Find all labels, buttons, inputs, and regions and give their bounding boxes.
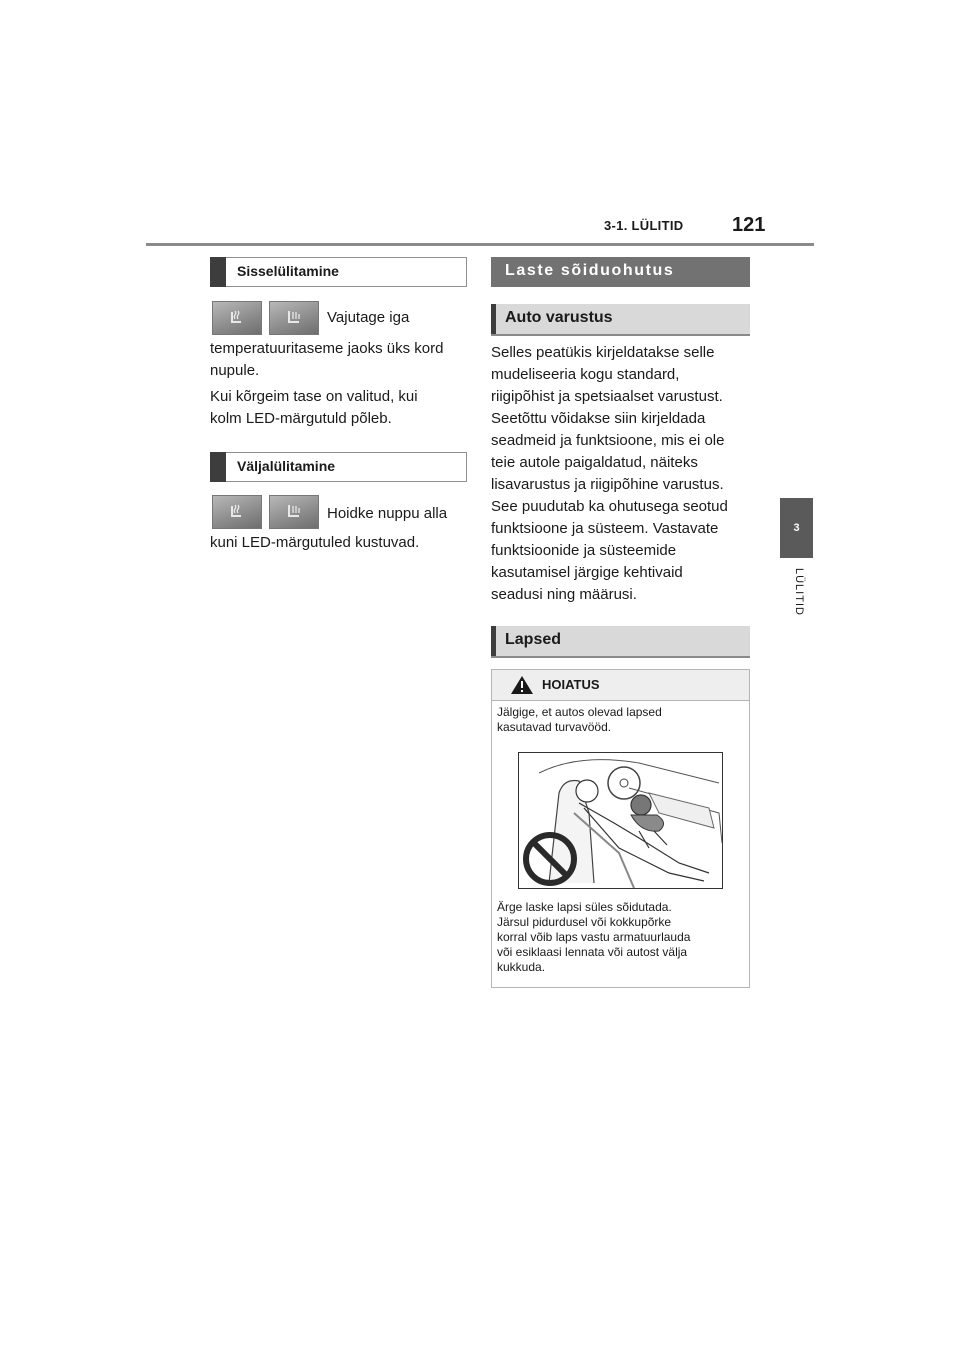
chapter-label: LÜLITID (793, 568, 805, 616)
seat-heat-button-icon (212, 495, 262, 529)
warning-intro-line: Jälgige, et autos olevad lapsed (497, 705, 662, 719)
on-instruction-inline: Vajutage iga (327, 309, 410, 326)
warning-header (492, 670, 749, 701)
child-on-lap-drawing (519, 753, 722, 888)
section-marker (491, 626, 496, 656)
child-on-lap-illustration (518, 752, 723, 889)
seat-heating-icon (226, 501, 248, 523)
body-line: Seetõttu võidakse siin kirjeldada (491, 410, 706, 427)
seat-ventilation-button-icon (269, 301, 319, 335)
section-body (491, 342, 756, 606)
warning-body-line: Ärge laske lapsi süles sõidutada. (497, 900, 672, 914)
body-line: See puudutab ka ohutusega seotud (491, 498, 728, 515)
section-label: 3-1. LÜLITID (604, 218, 684, 233)
section-heading-text: Auto varustus (505, 309, 613, 326)
body-line: Selles peatükis kirjeldatakse selle (491, 344, 715, 361)
subheading-marker (210, 452, 226, 482)
section-heading-auto-varustus (491, 304, 750, 336)
seat-ventilation-icon (283, 307, 305, 329)
subheading-marker (210, 257, 226, 287)
body-line: funktsioonide ja süsteemide (491, 542, 677, 559)
main-heading: Laste sõiduohutus (491, 257, 750, 287)
off-instruction-line2: kuni LED-märgutuled kustuvad. (210, 534, 420, 551)
warning-title: HOIATUS (542, 677, 600, 692)
seat-heat-button-icon (212, 301, 262, 335)
body-line: seadmeid ja funktsioone, mis ei ole (491, 432, 725, 449)
body-line: funktsioone ja süsteem. Vastavate (491, 520, 719, 537)
subheading-on-title: Sisselülitamine (237, 263, 339, 279)
body-line: riigipõhist ja spetsiaalset varustust. (491, 388, 723, 405)
page-number: 121 (732, 214, 766, 236)
warning-intro (497, 705, 662, 735)
warning-body (497, 900, 690, 975)
on-note-line1: Kui kõrgeim tase on valitud, kui (210, 388, 418, 405)
section-heading-text: Lapsed (505, 631, 562, 648)
chapter-tab: 3 (780, 498, 813, 558)
body-line: mudeliseeria kogu standard, (491, 366, 680, 383)
body-line: lisavarustus ja riigipõhine varustus. (491, 476, 724, 493)
section-heading-lapsed (491, 626, 750, 658)
body-line: seadusi ning määrusi. (491, 586, 637, 603)
warning-box (491, 669, 750, 988)
on-note-line2: kolm LED-märgutuld põleb. (210, 410, 392, 427)
subheading-off (210, 452, 467, 482)
warning-intro-line: kasutavad turvavööd. (497, 720, 612, 734)
on-instruction-line2: temperatuuritaseme jaoks üks kord (210, 340, 444, 357)
subheading-on (210, 257, 467, 287)
warning-triangle-icon (510, 675, 534, 695)
warning-body-line: korral võib laps vastu armatuurlauda (497, 930, 691, 944)
seat-ventilation-button-icon (269, 495, 319, 529)
section-marker (491, 304, 496, 334)
off-instruction-inline: Hoidke nuppu alla (327, 505, 448, 522)
warning-body-line: Järsul pidurdusel või kokkupõrke (497, 915, 672, 929)
body-line: kasutamisel järgige kehtivaid (491, 564, 683, 581)
warning-body-line: kukkuda. (497, 960, 546, 974)
warning-body-line: või esiklaasi lennata või autost välja (497, 945, 688, 959)
seat-heating-icon (226, 307, 248, 329)
header-rule (146, 243, 814, 246)
on-instruction-line3: nupule. (210, 362, 260, 379)
subheading-off-title: Väljalülitamine (237, 458, 336, 474)
body-line: teie autole paigaldatud, näiteks (491, 454, 698, 471)
seat-ventilation-icon (283, 501, 305, 523)
